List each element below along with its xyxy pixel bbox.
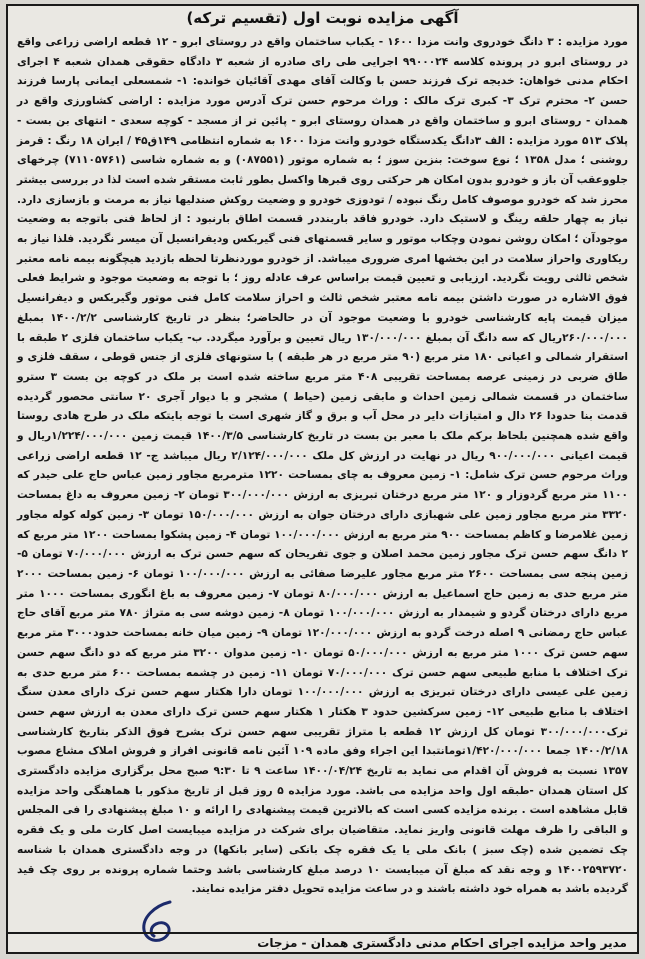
notice-page bbox=[6, 4, 639, 954]
footer-divider bbox=[8, 932, 637, 934]
notice-signature: مدیر واحد مزایده اجرای احکام مدنی دادگستری همدان - مزجات bbox=[257, 936, 627, 950]
notice-body: مورد مزایده : ۳ دانگ خودروی وانت مزدا ۱۶۰۰ - یکباب ساختمان واقع در روستای ابرو - ۱۲ قطعه اراضی زراعی واقع در روستای ابرو در پرونده کلاسه ۹۹۰۰۰۲۴ اجرایی طی رای صادره از شعبه ۳ دادگاه حقوقی همدان شعبه ۴ اجرای احکام مدنی خواهان: خدیجه ترک فرزند حسن با وکالت آقای مهدی آقائیان خوانده: ۱- شمسعلی ایمانی پارسا فرزند حسن ۲- محترم ترک ۳- کبری ترک مالک : وراث مرحوم حسن ترک آدرس مورد مزایده : اراضی کشاورزی واقع در همدان - روستای ابرو و ساختمان واقع در همدان روستای ابرو - پائین تر از مسجد - کوچه سعدی - انتهای بن بست - پلاک ۵۱۳ مورد مزایده : الف ۳دانگ یکدستگاه خودرو وانت مزدا ۱۶۰۰ به شماره انتظامی ۱۴۹ق۴۵ / ایران ۱۸ رنگ : قرمز روشنی ؛ مدل ۱۳۵۸ ؛ نوع سوخت: بنزین سوز ؛ به شماره موتور (۰۸۷۵۵۱) و به شماره شاسی (۷۱۱۰۵۷۶۱) چرخهای جلووعقب آن باز و خودرو بدون امکان هر حرکتی روی قبرها واکسل بطور ثابت مستقر شده است لذا در بررسی بیشتر محرز شد که خودرو موصوف کامل رنگ نبوده / تودوزی خودرو و وضعیت روکش صندلیها نیاز به مرمت و بازسازی دارد. نیاز به چهار حلقه رینگ و لاستیک دارد. خودرو فاقد باربنددر قسمت اطاق بارنبود : از لحاظ فنی باتوجه به وضعیت موجودآن ؛ امکان روشن نمودن وچکاب موتور و سایر قسمتهای فنی گیربکس ودیفرانسیل آن میسر نگردید. فلذا نیاز به ریکاوری واحراز سلامت در این بخشها امری ضروری میباشد. از خودرو موردنظرتا لحظه بازدید هیچگونه بیمه نامه معتبر شخص ثالثی رویت نگردید. ارزیابی و تعیین قیمت براساس عرف عادله روز ؛ با توجه به وضعیت موجود و شرایط فعلی فوق الاشاره در صورت داشتن بیمه نامه معتبر شخص ثالث و احراز سلامت کامل فنی موتور وگیربکس و دیفرانسیل میزان قیمت پایه کارشناسی خودرو با وضعیت موجود آن در حالحاضر؛ بنظر در تاریخ کارشناسی ۱۴۰۰/۲/۲ بمبلغ ۲۶۰/۰۰۰/۰۰۰ریال که سه دانگ آن بمبلغ ۱۳۰/۰۰۰/۰۰۰ ریال تعیین و برآورد میگردد. ب- یکباب ساختمان فلزی ۲ طبقه با استقرار شمالی و اعیانی ۱۸۰ متر مربع (۹۰ متر مربع در هر طبقه ) با ستونهای فلزی از جنس قوطی ، سقف فلزی و طاق ضربی در زمینی عرصه بمساحت تقریبی ۴۰۸ متر مربع ساخته شده است بر ملک در کوچه بن بست ۳ سترو ساختمان در قسمت شمالی زمین احداث و مابقی زمین (حیاط ) مشجر و با دیوار آجری ۲۰ سانتی محصور گردیده قدمت بنا حدودا ۲۶ دال و امتیازات دایر در محل آب و برق و گاز شهری است با توجه بایتکه ملک در طرح هادی روستا واقع شده همچنین بلحاظ برکم ملک با معبر بن بست در تاریخ کارشناسی ۱۴۰۰/۳/۵ قیمت زمین ۱/۲۲۴/۰۰۰/۰۰۰ریال و قیمت اعیانی ۹۰۰/۰۰۰/۰۰۰ ریال در نهایت در ارزش کل ملک ۲/۱۲۴/۰۰۰/۰۰۰ ریال میباشد ج- ۱۲ قطعه اراضی زراعی وراث مرحوم حسن ترک شامل: ۱- زمین معروف به چای بمساحت ۱۲۲۰ مترمربع مجاور زمین عباس حاج علی حیدر که ۱۱۰۰ متر مربع گردوزار و ۱۲۰ متر مربع درختان تبریزی به ارزش ۳۰۰/۰۰۰/۰۰۰ تومان ۲- زمین معروف به داغ بمساحت ۳۳۲۰ متر مربع مجاور زمین علی شهبازی دارای درختان جوان به ارزش ۱۵۰/۰۰۰/۰۰۰ تومان ۳- زمین کوله کوله مجاور زمین غلامرضا و کاظم بمساحت ۹۰۰ متر مربع به ارزش ۱۰۰/۰۰۰/۰۰۰ تومان ۴- زمین پشکوا بمساحت ۱۲۰۰ متر مربع که ۲ دانگ سهم حسن ترک مجاور زمین محمد اصلان و جوی تفریحان که سهم حسن ترک به ارزش ۷۰/۰۰۰/۰۰۰ تومان ۵- زمین پنجه سی بمساحت ۲۶۰۰ متر مربع مجاور علیرضا صفائی به ارزش ۱۰۰/۰۰۰/۰۰۰ تومان ۶- زمین بمساحت ۲۰۰۰ متر مربع حدی به زمین حاج اسماعیل به ارزش ۸۰/۰۰۰/۰۰۰ تومان ۷- زمین معروف به باغ انگوری بمساحت ۱۰۰۰ متر مربع دارای درختان گردو و شیمدار به ارزش ۱۰۰/۰۰۰/۰۰۰ تومان ۸- زمین دوشه سی به متراژ ۷۸۰ متر مربع آقای حاج عباس حاج رمضانی ۹ اصله درخت گردو به ارزش ۱۲۰/۰۰۰/۰۰۰ تومان ۹- زمین میان خانه بمساحت حدود۳۰۰۰ متر مربع سهم حسن ترک ۱۰۰۰ متر مربع به ارزش ۵۰/۰۰۰/۰۰۰ تومان ۱۰- زمین مدوان ۳۲۰۰ متر مربع که دو دانگ سهم حسن ترک اختلاف با منابع طبیعی سهم حسن ترک ۷۰/۰۰۰/۰۰۰ تومان ۱۱- زمین در چشمه بمساحت ۶۰۰ متر مربع حدی به زمین علی عیسی دارای درختان تبریزی به ارزش ۱۰۰/۰۰۰/۰۰۰ تومان دارا هکتار سهم حسن ترک دارای معدن سنگ اختلاف با منابع طبیعی ۱۲- زمین سرکشین حدود ۳ هکتار ۱ هکتار سهم حسن ترک دارای معدن به ارزش سهم حسن ترک۳۰۰/۰۰۰/۰۰۰ تومان کل ارزش ۱۲ قطعه با متراژ تقریبی سهم حسن ترک بشرح فوق الذکر بتاریخ کارشناسی ۱۴۰۰/۲/۱۸ جمعا ۱/۴۲۰/۰۰۰/۰۰۰تومانتبدا این اجراء وفق ماده ۱۰۹ آئین نامه قانونی افراز و فروش املاک مشاع مصوب ۱۳۵۷ نسبت به فروش آن اقدام می نماید به تاریخ ۱۴۰۰/۰۴/۲۴ ساعت ۹ تا ۹:۳۰ صبح محل برگزاری مزایده دادگستری کل استان همدان -طبقه اول واحد مزایده می باشد. مورد مزایده ۵ روز قبل از تاریخ مذکور با هماهنگی واحد مزایده قابل مشاهده است . برنده مزایده کسی است که بالاترین قیمت پیشنهادی را ارائه و ۱۰ مبلغ پیشنهادی را فی المجلس و الباقی را ظرف مهلت قانونی واریز نماید. متقاضیان برای شرکت در مزایده میبایست اصل کارت ملی و یک فقره چک تضمین شده (چک سبز ) بانک ملی یا یک فقره چک بانکی (سایر بانکها) در وجه دادگستری همدان با شناسه ۱۴۰۰۲۵۹۳۷۲۰ و وجه نقد که مبلغ آن میبایست ۱۰ درصد مبلغ کارشناسی باشد وحتما شماره پرونده بر روی چک قید گردیده باشد به همراه خود داشته باشند و در ساعت مزایده تحویل دفتر مزایده نمایند. bbox=[17, 36, 629, 896]
notice-title: آگهی مزایده نوبت اول (تقسیم ترکه) bbox=[186, 9, 459, 27]
handwritten-mark-icon bbox=[134, 896, 182, 948]
